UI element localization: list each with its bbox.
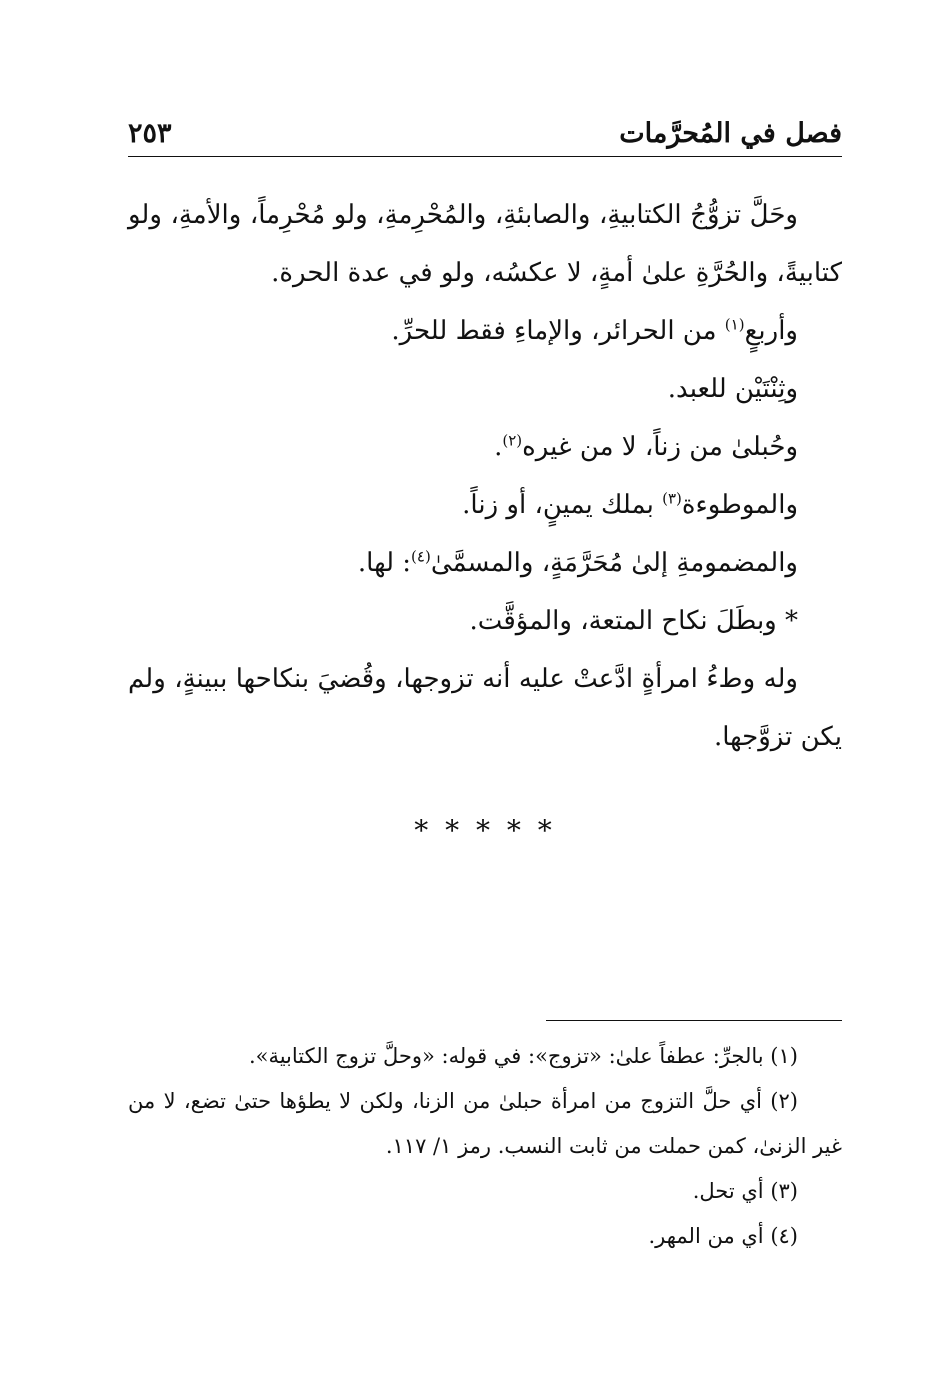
footnote-2: (٢) أي حلَّ التزوج من امرأة حبلىٰ من الزنا، ولكن لا يطؤها حتىٰ تضع، لا من غير الزنىٰ، كمن حملت من ثابت النسب. رمز ١/ ١١٧. [128,1089,842,1158]
page-header [128,112,842,157]
footnote-ref-3: (٣) [662,489,682,508]
paragraph-5: والموطوءة$^{(٣)}$ بملك يمينٍ، أو زناً. [462,489,798,520]
paragraph-2: وأربعٍ$^{(١)}$ من الحرائر، والإماءِ فقط للحرِّ. [391,315,798,346]
footnote-3: (٣) أي تحل. [692,1179,798,1203]
footnote-4: (٤) أي من المهر. [648,1224,798,1248]
footnote-ref-1: (١) [724,315,745,334]
paragraph-3: وثِنْتَيْن للعبد. [667,374,798,404]
paragraph-7: * وبطَلَ نكاح المتعة، والمؤقَّت. [469,606,798,636]
footnote-1: (١) بالجرِّ: عطفاً علىٰ: «تزوج»: في قوله: «وحلَّ تزوج الكتابية». [248,1044,798,1068]
page-number: ٢٥٣ [128,118,172,149]
footnotes [128,1034,842,1259]
paragraph-6: والمضمومةِ إلىٰ مُحَرَّمَةٍ، والمسمَّىٰ$^{(٤)}$: لها. [357,547,798,578]
paragraph-4: وحُبلىٰ من زناً، لا من غيره$^{(٢)}$. [494,431,798,462]
footnote-ref-2: (٢) [502,431,523,450]
paragraph-1: وحَلَّ تزوُّجُ الكتابيةِ، والصابئةِ، والمُحْرِمةِ، ولو مُحْرِماً، والأمةِ، ولو كتابيةً، والحُرَّةِ علىٰ أمةٍ، لا عكسُه، ولو في عدة الحرة. [128,200,842,288]
footnote-ref-4: (٤) [411,547,431,566]
paragraph-8: وله وطءُ امرأةٍ ادَّعتْ عليه أنه تزوجها، وقُضيَ بنكاحها ببينةٍ، ولم يكن تزوَّجها. [128,664,842,752]
running-title: فصل في المُحرَّمات [619,118,842,149]
main-text [128,186,842,766]
footnote-divider [546,1020,842,1021]
section-separator: * * * * * [414,814,556,847]
